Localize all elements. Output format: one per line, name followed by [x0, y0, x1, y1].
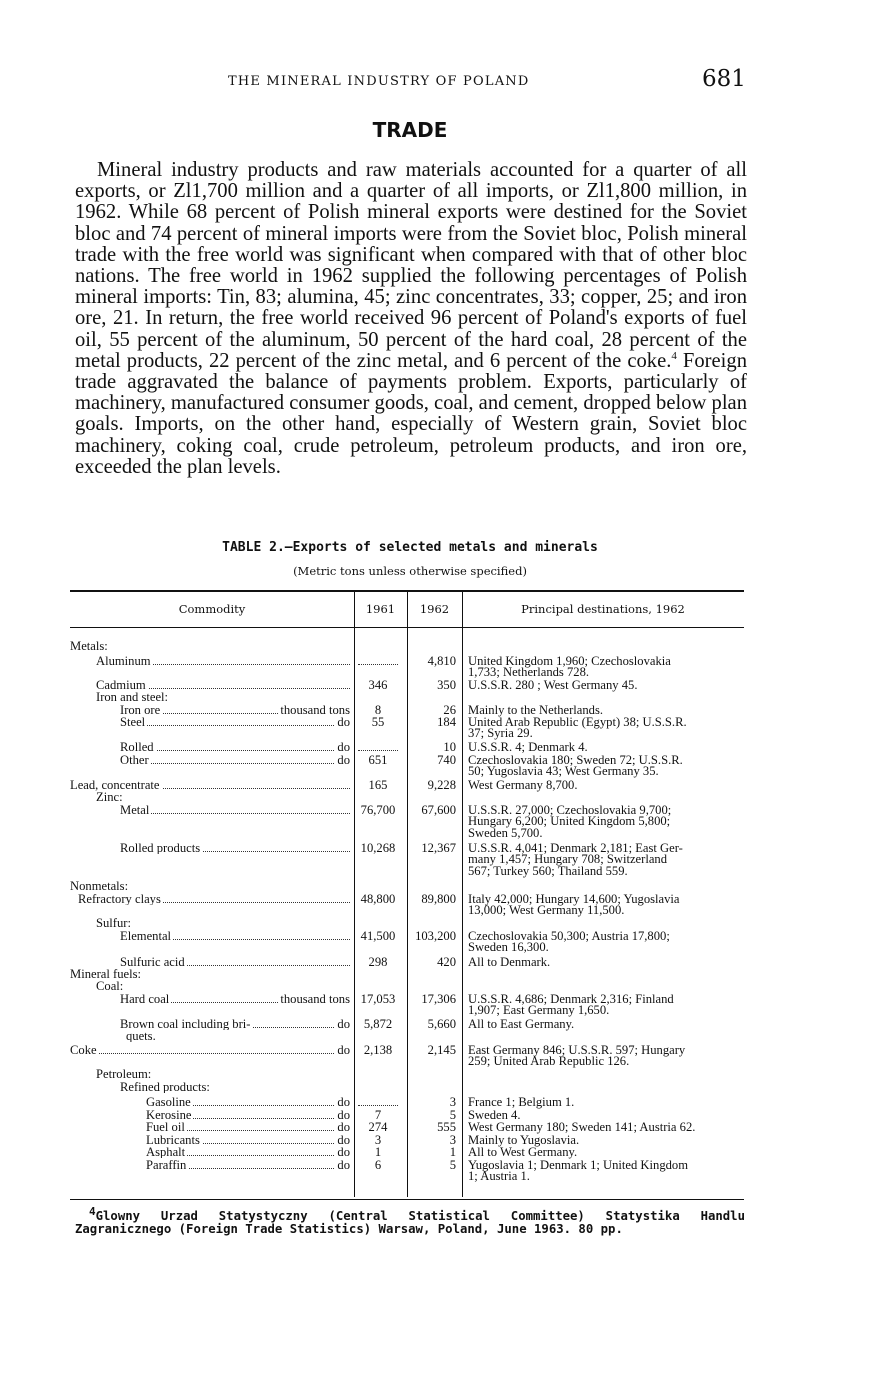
value-1961: 41,500 [360, 929, 396, 943]
value-1961: 3 [374, 1133, 382, 1147]
commodity-cell: Zinc: [96, 792, 123, 804]
value-1962: 103,200 [415, 929, 456, 943]
destinations-cell: West Germany 180; Sweden 141; Austria 62. [468, 1120, 696, 1134]
commodity-cell: Rolled do [120, 742, 350, 754]
body-text-part-2: Foreign trade aggravated the balance of payments problem. Exports, particularly of machinery, manufactured consumer goods, coal, and cement, dropped below plan goals. Imports, on the other hand, especially of Western grain, Soviet bloc machinery, coking coal, crude petroleum, petroleum products, and iron ore, exceeded the plan levels. [75, 349, 747, 478]
commodity-cell: Gasoline do [146, 1097, 350, 1109]
commodity-cell: Iron and steel: [96, 692, 169, 704]
commodity-cell: Lubricants do [146, 1135, 350, 1147]
value-1962: 420 [437, 955, 456, 969]
destinations-cell: Mainly to the Netherlands. [468, 703, 604, 717]
footnote-marker: 4 [89, 1204, 96, 1218]
commodity-cell: Paraffin do [146, 1160, 350, 1172]
destinations-cell: U.S.S.R. 280 ; West Germany 45. [468, 678, 638, 692]
commodity-cell: Other do [120, 755, 350, 767]
destinations-cell: Italy 42,000; Hungary 14,600; Yugoslavia 13,000; West Germany 11,500. [468, 892, 680, 918]
destinations-cell: U.S.S.R. 4,686; Denmark 2,316; Finland 1,907; East Germany 1,650. [468, 992, 674, 1018]
value-1961: 346 [368, 678, 388, 692]
header-1961: 1961 [365, 602, 396, 616]
destinations-cell: U.S.S.R. 4; Denmark 4. [468, 740, 588, 754]
footnote [75, 1204, 745, 1236]
footnote-text: Glowny Urzad Statystyczny (Central Statistical Committee) Statystika Handlu Zagranicznego (Foreign Trade Statistics) Warsaw, Poland, June 1963. 80 pp. [75, 1209, 745, 1236]
destinations-cell: East Germany 846; U.S.S.R. 597; Hungary 259; United Arab Republic 126. [468, 1043, 686, 1069]
commodity-cell: Metal [70, 805, 350, 816]
value-1961: 1 [374, 1145, 382, 1159]
destinations-cell: U.S.S.R. 4,041; Denmark 2,181; East Ger- many 1,457; Hungary 708; Switzerland 567; Turkey 560; Thailand 559. [468, 841, 683, 878]
header-commodity: Commodity [178, 602, 246, 616]
value-1961 [352, 1097, 404, 1108]
commodity-cell: Nonmetals: [70, 881, 129, 893]
value-1962: 5 [449, 1158, 456, 1172]
value-1962: 350 [437, 678, 456, 692]
header-1962: 1962 [419, 602, 450, 616]
commodity-cell: Petroleum: [96, 1069, 152, 1081]
value-1962: 26 [443, 703, 456, 717]
destinations-cell: U.S.S.R. 27,000; Czechoslovakia 9,700; Hungary 6,200; United Kingdom 5,800; Sweden 5,700. [468, 803, 672, 840]
value-1961: 6 [374, 1158, 382, 1172]
value-1962: 12,367 [421, 841, 456, 855]
value-1961: 298 [368, 955, 388, 969]
destinations-cell: Sweden 4. [468, 1108, 521, 1122]
commodity-cell: Hard coal thousand tons [120, 994, 350, 1006]
commodity-cell: Kerosine do [146, 1110, 350, 1122]
value-1962: 89,800 [421, 892, 456, 906]
value-1962: 555 [437, 1120, 456, 1134]
value-1962: 17,306 [421, 992, 456, 1006]
commodity-cell: Sulfuric acid [70, 957, 350, 968]
value-1962: 184 [437, 715, 456, 729]
value-1961: 165 [368, 778, 388, 792]
destinations-cell: West Germany 8,700. [468, 778, 578, 792]
destinations-cell: All to West Germany. [468, 1145, 578, 1159]
body-text-part-1: Mineral industry products and raw materials accounted for a quarter of all exports, or Zl1,700 million and a quarter of all imports, or Zl1,800 million, in 1962. While 68 percent of Polish mineral exports were destined for the Soviet bloc and 74 percent of mineral imports were from the Soviet bloc, Polish mineral trade with the free world was significant when compared with that of other bloc nations. The free world in 1962 supplied the following percentages of Polish mineral imports: Tin, 83; alumina, 45; zinc concentrates, 33; copper, 25; and iron ore, 21. In return, the free world received 96 percent of Poland's exports of fuel oil, 55 percent of the aluminum, 50 percent of the hard coal, 28 percent of the metal products, 22 percent of the zinc metal, and 6 percent of the coke. [75, 159, 747, 372]
destinations-cell: Czechoslovakia 180; Sweden 72; U.S.S.R. 50; Yugoslavia 43; West Germany 35. [468, 753, 683, 779]
commodity-cell: quets. [126, 1031, 156, 1043]
value-1961: 651 [368, 753, 388, 767]
commodity-cell: Brown coal including bri- do [120, 1019, 350, 1031]
value-1962: 740 [437, 753, 456, 767]
commodity-cell: Coal: [96, 981, 124, 993]
value-1962: 2,145 [427, 1043, 456, 1057]
commodity-cell: Fuel oil do [146, 1122, 350, 1134]
value-1962: 5,660 [427, 1017, 456, 1031]
table-subcaption: (Metric tons unless otherwise specified) [293, 564, 527, 578]
value-1962: 4,810 [427, 654, 456, 668]
value-1961: 55 [371, 715, 385, 729]
page-number: 681 [702, 66, 746, 92]
value-1961: 10,268 [360, 841, 396, 855]
commodity-cell: Asphalt do [146, 1147, 350, 1159]
table-bottom-rule [70, 1199, 744, 1200]
value-1961: 7 [374, 1108, 382, 1122]
commodity-cell: Rolled products [70, 843, 350, 854]
commodity-cell: Elemental [70, 931, 350, 942]
destinations-cell: All to East Germany. [468, 1017, 575, 1031]
destinations-cell: Yugoslavia 1; Denmark 1; United Kingdom 1; Austria 1. [468, 1158, 689, 1184]
destinations-cell: All to Denmark. [468, 955, 551, 969]
commodity-cell: Aluminum [70, 656, 350, 667]
value-1961: 274 [368, 1120, 388, 1134]
header-destinations: Principal destinations, 1962 [521, 602, 685, 616]
value-1962: 9,228 [427, 778, 456, 792]
commodity-cell: Iron ore thousand tons [120, 705, 350, 717]
body-paragraph [75, 160, 747, 478]
value-1961: 17,053 [360, 992, 396, 1006]
commodity-cell: Metals: [70, 641, 108, 653]
commodity-cell: Lead, concentrate [70, 780, 350, 791]
value-1961: 48,800 [360, 892, 396, 906]
value-1962: 3 [449, 1133, 456, 1147]
value-1961: 8 [374, 703, 382, 717]
running-title: THE MINERAL INDUSTRY OF POLAND [228, 74, 530, 89]
commodity-cell: Steel do [120, 717, 350, 729]
commodity-cell: Cadmium [70, 680, 350, 691]
value-1961 [352, 742, 404, 753]
value-1961: 5,872 [363, 1017, 393, 1031]
destinations-cell: United Arab Republic (Egypt) 38; U.S.S.R. 37; Syria 29. [468, 715, 687, 741]
value-1962: 1 [449, 1145, 456, 1159]
commodity-cell: Mineral fuels: [70, 969, 141, 981]
value-1961 [352, 656, 404, 667]
value-1962: 3 [449, 1095, 456, 1109]
destinations-cell: France 1; Belgium 1. [468, 1095, 575, 1109]
value-1962: 5 [449, 1108, 456, 1122]
commodity-cell: Refractory clays [70, 894, 350, 905]
destinations-cell: Mainly to Yugoslavia. [468, 1133, 580, 1147]
commodity-cell: Coke do [70, 1045, 350, 1057]
column-divider [462, 591, 463, 1197]
destinations-cell: United Kingdom 1,960; Czechoslovakia 1,733; Netherlands 728. [468, 654, 671, 680]
destinations-cell: Czechoslovakia 50,300; Austria 17,800; Sweden 16,300. [468, 929, 670, 955]
section-title: TRADE [372, 118, 448, 142]
value-1962: 67,600 [421, 803, 456, 817]
commodity-cell: Sulfur: [96, 918, 131, 930]
value-1961: 76,700 [360, 803, 396, 817]
table-caption: TABLE 2.—Exports of selected metals and minerals [222, 540, 598, 555]
value-1961: 2,138 [363, 1043, 393, 1057]
commodity-cell: Refined products: [120, 1082, 210, 1094]
value-1962: 10 [443, 740, 456, 754]
footnote-ref: 4 [671, 349, 677, 362]
